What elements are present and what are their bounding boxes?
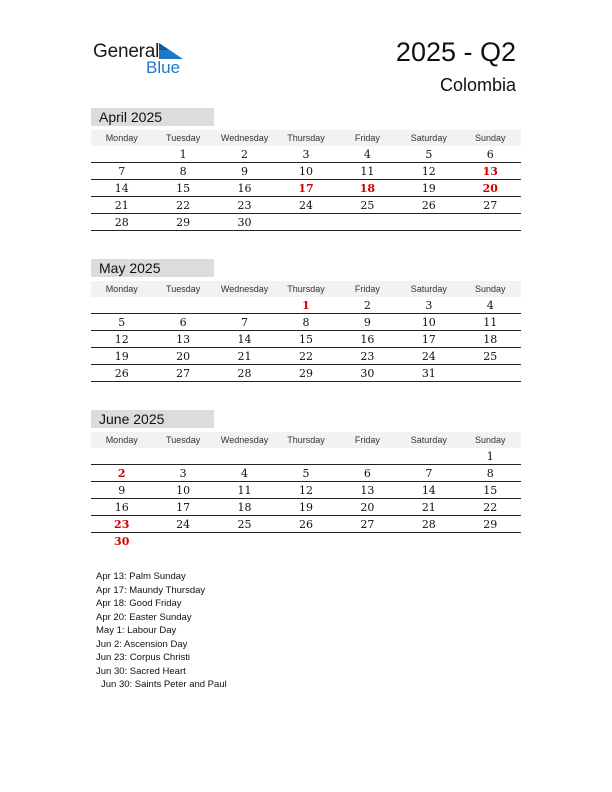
date-cell: 11 [360,165,375,178]
date-cell [275,533,336,549]
date-cell: 5 [425,148,433,161]
date-cell: 3 [179,467,187,480]
date-cell: 19 [421,182,436,195]
date-cell: 7 [118,165,126,178]
date-cell: 9 [363,316,371,329]
logo-word-general: General [93,41,160,62]
date-cell: 31 [421,367,436,380]
date-cell [398,533,459,549]
date-cell: 4 [363,148,371,161]
week-row [91,146,521,163]
date-cell: 10 [421,316,436,329]
date-cell: 8 [179,165,187,178]
holiday-date-cell: 18 [359,182,376,195]
date-cell: 5 [118,316,126,329]
date-cell [152,533,213,549]
week-row [91,465,521,482]
date-cell [91,448,152,464]
date-cell [152,297,213,313]
date-cell: 23 [237,199,252,212]
date-cell [275,448,336,464]
date-cell [398,214,459,230]
weekday-label: Saturday [410,284,447,294]
date-cell: 26 [298,518,313,531]
date-cell: 6 [179,316,187,329]
week-row [91,297,521,314]
country-name: Colombia [439,75,516,95]
holiday-entry: Apr 20: Easter Sunday [96,611,192,623]
weekday-label: Monday [105,435,138,445]
date-cell: 12 [298,484,313,497]
date-cell: 18 [483,333,498,346]
holiday-entry: Apr 13: Palm Sunday [96,571,186,582]
weekday-label: Monday [105,133,138,143]
date-cell [337,214,398,230]
month-june [91,410,521,549]
date-cell: 6 [486,148,494,161]
date-cell: 9 [241,165,249,178]
date-cell: 20 [176,350,191,363]
weekday-label: Sunday [474,435,506,445]
date-cell: 26 [421,199,436,212]
weekday-label: Wednesday [220,133,269,143]
week-row [91,214,521,231]
week-row [91,348,521,365]
weekday-label: Tuesday [166,284,201,294]
week-row [91,163,521,180]
date-cell: 28 [421,518,436,531]
holiday-entry: Jun 30: Saints Peter and Paul [101,679,227,690]
date-cell: 18 [237,501,252,514]
date-cell [152,448,213,464]
date-cell: 3 [302,148,310,161]
week-row [91,314,521,331]
week-row [91,331,521,348]
date-cell: 30 [237,216,252,229]
date-cell [398,448,459,464]
date-cell [337,448,398,464]
date-cell: 6 [363,467,371,480]
holiday-entry: Jun 23: Corpus Christi [96,652,190,663]
date-cell [214,297,275,313]
date-cell: 7 [425,467,433,480]
date-cell: 28 [237,367,252,380]
date-cell: 9 [118,484,126,497]
date-cell [460,365,521,381]
date-cell: 27 [360,518,375,531]
date-cell: 12 [114,333,129,346]
date-cell: 19 [114,350,129,363]
month-title: June 2025 [91,410,214,428]
date-cell: 20 [360,501,375,514]
weekday-label: Sunday [474,284,506,294]
date-cell: 29 [298,367,313,380]
date-cell [337,533,398,549]
date-cell: 22 [483,501,498,514]
week-row [91,533,521,549]
week-row [91,482,521,499]
holiday-list [96,570,227,692]
week-row [91,448,521,465]
date-cell [460,214,521,230]
page-title: 2025 - Q2 [395,37,516,67]
holiday-date-cell: 1 [302,299,310,312]
date-cell: 10 [298,165,313,178]
date-cell: 27 [176,367,191,380]
date-cell: 16 [114,501,129,514]
weekday-header-row [91,281,521,297]
date-cell: 29 [176,216,191,229]
weekday-label: Wednesday [220,284,269,294]
weekday-label: Saturday [410,435,447,445]
week-row [91,197,521,214]
weekday-label: Friday [354,435,380,445]
date-cell: 17 [421,333,436,346]
date-cell: 14 [114,182,129,195]
date-cell: 25 [483,350,498,363]
weekday-header-row [91,432,521,448]
date-cell: 8 [486,467,494,480]
holiday-date-cell: 20 [482,182,498,195]
date-cell: 15 [483,484,498,497]
holiday-entry: Jun 30: Sacred Heart [96,665,186,677]
date-cell: 14 [237,333,252,346]
date-cell: 5 [302,467,310,480]
logo-word-blue: Blue [146,58,181,77]
date-cell: 14 [421,484,436,497]
weekday-label: Tuesday [166,435,201,445]
holiday-entry: Jun 2: Ascension Day [96,638,188,650]
date-cell: 7 [241,316,249,329]
date-cell: 17 [176,501,191,514]
date-cell: 16 [237,182,252,195]
date-cell [91,297,152,313]
date-cell: 22 [176,199,191,212]
brand-logo [93,41,193,81]
holiday-date-cell: 2 [117,467,126,480]
date-cell: 16 [360,333,375,346]
week-row [91,180,521,197]
weekday-header-row [91,130,521,146]
weekday-label: Friday [354,133,380,143]
date-cell: 11 [237,484,252,497]
week-row [91,365,521,382]
weekday-label: Monday [105,284,138,294]
holiday-entry: May 1: Labour Day [96,625,177,636]
date-cell: 27 [483,199,498,212]
date-cell: 2 [241,148,249,161]
date-cell: 15 [176,182,191,195]
date-cell: 21 [421,501,436,514]
date-cell: 13 [176,333,191,346]
date-cell: 26 [114,367,129,380]
weekday-label: Thursday [287,133,325,143]
date-cell: 21 [114,199,129,212]
weekday-label: Thursday [287,284,325,294]
date-cell: 2 [363,299,371,312]
date-cell: 1 [486,450,494,463]
date-cell: 15 [298,333,313,346]
date-cell: 25 [360,199,375,212]
weekday-label: Saturday [410,133,447,143]
date-cell: 30 [360,367,375,380]
date-cell: 28 [114,216,129,229]
holiday-date-cell: 17 [298,182,314,195]
date-cell [214,448,275,464]
date-cell: 22 [298,350,313,363]
date-cell: 1 [179,148,187,161]
weekday-label: Thursday [287,435,325,445]
holiday-date-cell: 13 [482,165,498,178]
weekday-label: Wednesday [220,435,269,445]
holiday-entry: Apr 17: Maundy Thursday [96,584,206,596]
weekday-label: Friday [354,284,380,294]
week-row [91,516,521,533]
date-cell: 8 [302,316,310,329]
date-cell: 11 [483,316,498,329]
date-cell: 23 [360,350,375,363]
date-cell: 19 [298,501,313,514]
month-title: April 2025 [91,108,214,126]
date-cell: 13 [360,484,375,497]
date-cell: 24 [176,518,191,531]
date-cell: 29 [483,518,498,531]
date-cell [275,214,336,230]
date-cell: 4 [241,467,249,480]
date-cell [91,146,152,162]
weekday-label: Sunday [474,133,506,143]
date-cell: 3 [425,299,433,312]
date-cell: 24 [298,199,313,212]
date-cell: 4 [486,299,494,312]
date-cell: 24 [421,350,436,363]
date-cell [214,533,275,549]
date-cell [460,533,521,549]
holiday-date-cell: 30 [114,535,130,548]
weekday-label: Tuesday [166,133,201,143]
date-cell: 25 [237,518,252,531]
holiday-entry: Apr 18: Good Friday [96,598,182,609]
date-cell: 12 [421,165,436,178]
date-cell: 10 [176,484,191,497]
month-may [91,259,521,382]
holiday-date-cell: 23 [114,518,130,531]
month-april [91,108,521,231]
date-cell: 21 [237,350,252,363]
month-title: May 2025 [91,259,214,277]
week-row [91,499,521,516]
